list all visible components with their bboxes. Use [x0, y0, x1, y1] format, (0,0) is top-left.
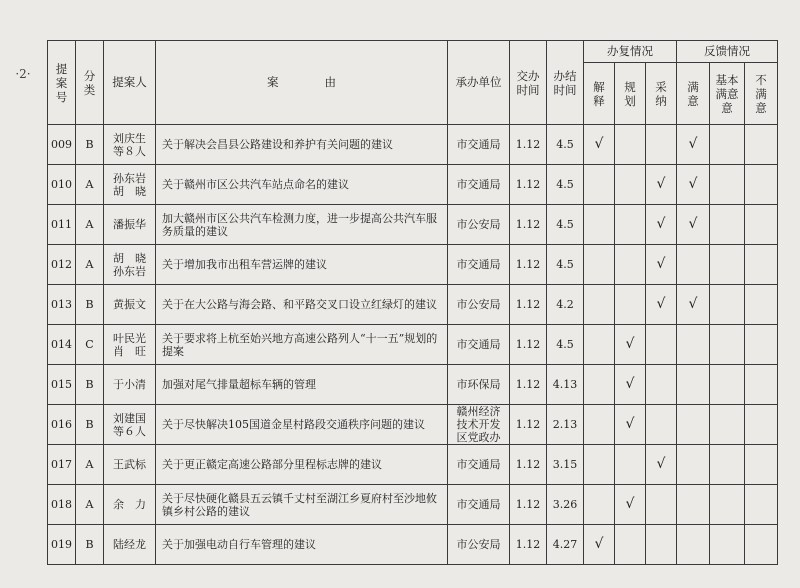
cell-case: 关于解决会昌县公路建设和养护有关问题的建议 — [156, 125, 448, 165]
check-mark: √ — [584, 125, 615, 165]
cell-case: 关于更正赣定高速公路部分里程标志牌的建议 — [156, 445, 448, 485]
check-mark: √ — [615, 325, 646, 365]
cell-id: 014 — [48, 325, 76, 365]
cell-unit-line: 市交通局 — [456, 258, 501, 271]
cell-assign-date: 1.12 — [510, 325, 547, 365]
cell-reply-plan — [615, 245, 646, 285]
cell-proposer-line: 余 力 — [113, 498, 146, 511]
cell-assign-date: 1.12 — [510, 245, 547, 285]
cell-feedback-satisfied — [677, 485, 710, 525]
cell-category: C — [76, 325, 104, 365]
cell-feedback-unsatisfied — [745, 365, 778, 405]
cell-id: 009 — [48, 125, 76, 165]
cell-proposer-line: 孙东岩 — [113, 264, 146, 278]
cell-proposer-line: 王武标 — [113, 458, 146, 471]
cell-id: 017 — [48, 445, 76, 485]
cell-feedback-basic — [710, 125, 745, 165]
cell-proposer-line: 刘建国 — [113, 411, 146, 425]
cell-unit — [448, 365, 510, 405]
cell-unit-line: 技术开发 — [456, 418, 501, 431]
cell-feedback-satisfied — [677, 405, 710, 445]
cell-reply-explain — [584, 205, 615, 245]
cell-reply-adopt — [646, 365, 677, 405]
cell-id: 018 — [48, 485, 76, 525]
cell-feedback-basic — [710, 205, 745, 245]
cell-proposer — [104, 405, 156, 445]
cell-assign-date: 1.12 — [510, 445, 547, 485]
cell-unit — [448, 245, 510, 285]
cell-category: B — [76, 525, 104, 565]
cell-reply-adopt — [646, 525, 677, 565]
cell-unit-line: 市公安局 — [456, 298, 501, 311]
table-row — [48, 445, 778, 485]
cell-unit-lines — [450, 218, 507, 231]
cell-finish-date: 4.13 — [547, 365, 584, 405]
page-number-text: ·2· — [15, 67, 31, 81]
cell-proposer — [104, 365, 156, 405]
cell-unit-lines — [450, 458, 507, 471]
cell-assign-date: 1.12 — [510, 485, 547, 525]
check-mark: √ — [615, 485, 646, 525]
check-mark: √ — [646, 285, 677, 325]
cell-unit-line: 赣州经济 — [456, 405, 501, 418]
cell-proposer — [104, 525, 156, 565]
cell-unit — [448, 525, 510, 565]
cell-id: 010 — [48, 165, 76, 205]
cell-unit — [448, 205, 510, 245]
cell-category: A — [76, 485, 104, 525]
check-mark: √ — [615, 405, 646, 445]
table-row — [48, 325, 778, 365]
cell-feedback-basic — [710, 445, 745, 485]
cell-unit — [448, 325, 510, 365]
cell-assign-date: 1.12 — [510, 125, 547, 165]
cell-case: 关于增加我市出租车营运牌的建议 — [156, 245, 448, 285]
cell-category: B — [76, 125, 104, 165]
cell-unit — [448, 165, 510, 205]
cell-category: A — [76, 205, 104, 245]
cell-proposer-lines — [106, 538, 153, 551]
cell-category: B — [76, 285, 104, 325]
cell-id: 013 — [48, 285, 76, 325]
check-mark: √ — [677, 125, 710, 165]
cell-finish-date: 4.5 — [547, 245, 584, 285]
cell-proposer-lines — [106, 332, 153, 358]
cell-feedback-basic — [710, 485, 745, 525]
cell-unit-lines — [450, 258, 507, 271]
cell-proposer-lines — [106, 412, 153, 438]
cell-id: 019 — [48, 525, 76, 565]
header-fb-unsatisfied: 不 满 意 — [745, 63, 778, 125]
table-row — [48, 485, 778, 525]
header-category: 分 类 — [76, 41, 104, 125]
cell-assign-date: 1.12 — [510, 285, 547, 325]
check-mark: √ — [646, 205, 677, 245]
cell-reply-plan — [615, 445, 646, 485]
cell-finish-date: 2.13 — [547, 405, 584, 445]
cell-unit-lines — [450, 405, 507, 444]
header-reply-adopt: 采 纳 — [646, 63, 677, 125]
cell-unit-lines — [450, 538, 507, 551]
cell-unit — [448, 405, 510, 445]
cell-id: 015 — [48, 365, 76, 405]
cell-proposer-lines — [106, 252, 153, 278]
cell-unit-line: 市公安局 — [456, 538, 501, 551]
check-mark: √ — [677, 205, 710, 245]
cell-finish-date: 4.2 — [547, 285, 584, 325]
cell-reply-explain — [584, 285, 615, 325]
cell-proposer-line: 叶民光 — [113, 331, 146, 345]
cell-feedback-satisfied — [677, 245, 710, 285]
cell-proposer-lines — [106, 218, 153, 231]
check-mark: √ — [677, 165, 710, 205]
cell-id: 016 — [48, 405, 76, 445]
table-row — [48, 525, 778, 565]
cell-case: 关于在大公路与海会路、和平路交叉口设立红绿灯的建议 — [156, 285, 448, 325]
cell-feedback-satisfied — [677, 525, 710, 565]
cell-finish-date: 4.5 — [547, 205, 584, 245]
header-id-text: 提 案 号 — [55, 61, 68, 104]
cell-reply-explain — [584, 485, 615, 525]
cell-unit-line: 市交通局 — [456, 458, 501, 471]
table-row — [48, 285, 778, 325]
cell-category: B — [76, 365, 104, 405]
cell-proposer-lines — [106, 298, 153, 311]
header-reply-group: 办复情况 — [584, 41, 677, 63]
cell-proposer — [104, 485, 156, 525]
cell-category: A — [76, 245, 104, 285]
cell-feedback-unsatisfied — [745, 525, 778, 565]
cell-proposer-line: 于小清 — [113, 378, 146, 391]
check-mark: √ — [584, 525, 615, 565]
check-mark: √ — [646, 165, 677, 205]
cell-feedback-satisfied — [677, 325, 710, 365]
cell-category: A — [76, 165, 104, 205]
cell-assign-date: 1.12 — [510, 165, 547, 205]
cell-feedback-unsatisfied — [745, 485, 778, 525]
cell-proposer-line: 等８人 — [113, 144, 146, 158]
cell-feedback-basic — [710, 285, 745, 325]
cell-proposer — [104, 325, 156, 365]
check-mark: √ — [646, 445, 677, 485]
cell-proposer — [104, 205, 156, 245]
cell-proposer-lines — [106, 378, 153, 391]
cell-reply-plan — [615, 125, 646, 165]
table-body — [48, 125, 778, 565]
cell-case: 关于尽快硬化赣县五云镇千丈村至湖江乡夏府村至沙地攸镇乡村公路的建议 — [156, 485, 448, 525]
cell-case: 关于要求将上杭至始兴地方高速公路列人“十一五”规划的提案 — [156, 325, 448, 365]
cell-proposer-line: 胡 晓 — [113, 251, 146, 265]
cell-case: 关于赣州市区公共汽车站点命名的建议 — [156, 165, 448, 205]
cell-reply-explain — [584, 165, 615, 205]
header-reply-plan: 规 划 — [615, 63, 646, 125]
cell-finish-date: 4.5 — [547, 165, 584, 205]
cell-reply-explain — [584, 445, 615, 485]
cell-proposer — [104, 125, 156, 165]
cell-feedback-unsatisfied — [745, 285, 778, 325]
cell-unit — [448, 125, 510, 165]
cell-finish-date: 4.27 — [547, 525, 584, 565]
cell-proposer — [104, 445, 156, 485]
table-row — [48, 205, 778, 245]
header-fb-satisfied: 满 意 — [677, 63, 710, 125]
cell-proposer-line: 潘振华 — [113, 218, 146, 231]
cell-reply-adopt — [646, 325, 677, 365]
cell-proposer-line: 肖 旺 — [113, 344, 146, 358]
cell-category: A — [76, 445, 104, 485]
header-proposer: 提案人 — [104, 41, 156, 125]
cell-proposer-lines — [106, 458, 153, 471]
cell-proposer-line: 孙东岩 — [113, 171, 146, 185]
header-assign-date: 交办 时间 — [510, 41, 547, 125]
cell-reply-explain — [584, 405, 615, 445]
table-row — [48, 405, 778, 445]
cell-unit-line: 市公安局 — [456, 218, 501, 231]
cell-unit-lines — [450, 338, 507, 351]
cell-unit-lines — [450, 298, 507, 311]
cell-feedback-unsatisfied — [745, 125, 778, 165]
cell-id: 012 — [48, 245, 76, 285]
cell-feedback-unsatisfied — [745, 245, 778, 285]
header-fb-basic: 基本 满意 意 — [710, 63, 745, 125]
cell-reply-adopt — [646, 485, 677, 525]
cell-unit — [448, 485, 510, 525]
cell-assign-date: 1.12 — [510, 365, 547, 405]
cell-reply-explain — [584, 245, 615, 285]
cell-proposer — [104, 285, 156, 325]
table-header — [48, 41, 778, 125]
cell-case: 加强对尾气排量超标车辆的管理 — [156, 365, 448, 405]
cell-finish-date: 3.15 — [547, 445, 584, 485]
proposal-table — [47, 40, 778, 565]
cell-proposer — [104, 245, 156, 285]
cell-assign-date: 1.12 — [510, 525, 547, 565]
cell-proposer-line: 刘庆生 — [113, 131, 146, 145]
cell-assign-date: 1.12 — [510, 205, 547, 245]
cell-proposer — [104, 165, 156, 205]
page-number — [13, 68, 33, 81]
cell-proposer-lines — [106, 132, 153, 158]
cell-proposer-line: 胡 晓 — [113, 184, 146, 198]
cell-feedback-basic — [710, 245, 745, 285]
cell-unit-lines — [450, 498, 507, 511]
cell-feedback-unsatisfied — [745, 325, 778, 365]
cell-reply-explain — [584, 325, 615, 365]
cell-unit — [448, 285, 510, 325]
cell-reply-plan — [615, 165, 646, 205]
cell-finish-date: 4.5 — [547, 325, 584, 365]
cell-feedback-basic — [710, 165, 745, 205]
header-feedback-group: 反馈情况 — [677, 41, 778, 63]
cell-proposer-line: 等６人 — [113, 424, 146, 438]
cell-reply-plan — [615, 525, 646, 565]
cell-case: 加大赣州市区公共汽车检测力度，进一步提高公共汽车服务质量的建议 — [156, 205, 448, 245]
cell-id: 011 — [48, 205, 76, 245]
cell-feedback-unsatisfied — [745, 445, 778, 485]
cell-unit-line: 市交通局 — [456, 138, 501, 151]
cell-unit-lines — [450, 138, 507, 151]
header-reply-explain: 解 释 — [584, 63, 615, 125]
cell-unit-line: 市交通局 — [456, 498, 501, 511]
cell-unit-line: 市交通局 — [456, 338, 501, 351]
cell-assign-date: 1.12 — [510, 405, 547, 445]
cell-unit-lines — [450, 178, 507, 191]
check-mark: √ — [677, 285, 710, 325]
cell-unit-line: 区党政办 — [456, 431, 501, 444]
cell-finish-date: 3.26 — [547, 485, 584, 525]
header-id — [48, 41, 76, 125]
cell-feedback-unsatisfied — [745, 205, 778, 245]
cell-feedback-unsatisfied — [745, 165, 778, 205]
table-row — [48, 245, 778, 285]
cell-unit-line: 市环保局 — [456, 378, 501, 391]
check-mark: √ — [615, 365, 646, 405]
table-row — [48, 365, 778, 405]
header-unit: 承办单位 — [448, 41, 510, 125]
cell-finish-date: 4.5 — [547, 125, 584, 165]
cell-feedback-basic — [710, 325, 745, 365]
cell-feedback-basic — [710, 405, 745, 445]
header-case: 案 由 — [156, 41, 448, 125]
cell-feedback-satisfied — [677, 445, 710, 485]
cell-proposer-lines — [106, 498, 153, 511]
cell-feedback-satisfied — [677, 365, 710, 405]
cell-proposer-line: 陆经龙 — [113, 538, 146, 551]
check-mark: √ — [646, 245, 677, 285]
cell-reply-adopt — [646, 125, 677, 165]
cell-category: B — [76, 405, 104, 445]
table-row — [48, 125, 778, 165]
cell-feedback-basic — [710, 365, 745, 405]
cell-feedback-basic — [710, 525, 745, 565]
cell-proposer-line: 黄振文 — [113, 298, 146, 311]
header-finish-date: 办结 时间 — [547, 41, 584, 125]
table-row — [48, 165, 778, 205]
cell-feedback-unsatisfied — [745, 405, 778, 445]
cell-unit-lines — [450, 378, 507, 391]
cell-unit-line: 市交通局 — [456, 178, 501, 191]
cell-reply-plan — [615, 285, 646, 325]
cell-unit — [448, 445, 510, 485]
cell-case: 关于尽快解决105国道金星村路段交通秩序问题的建议 — [156, 405, 448, 445]
cell-proposer-lines — [106, 172, 153, 198]
cell-reply-explain — [584, 365, 615, 405]
cell-case: 关于加强电动自行车管理的建议 — [156, 525, 448, 565]
cell-reply-plan — [615, 205, 646, 245]
cell-reply-adopt — [646, 405, 677, 445]
